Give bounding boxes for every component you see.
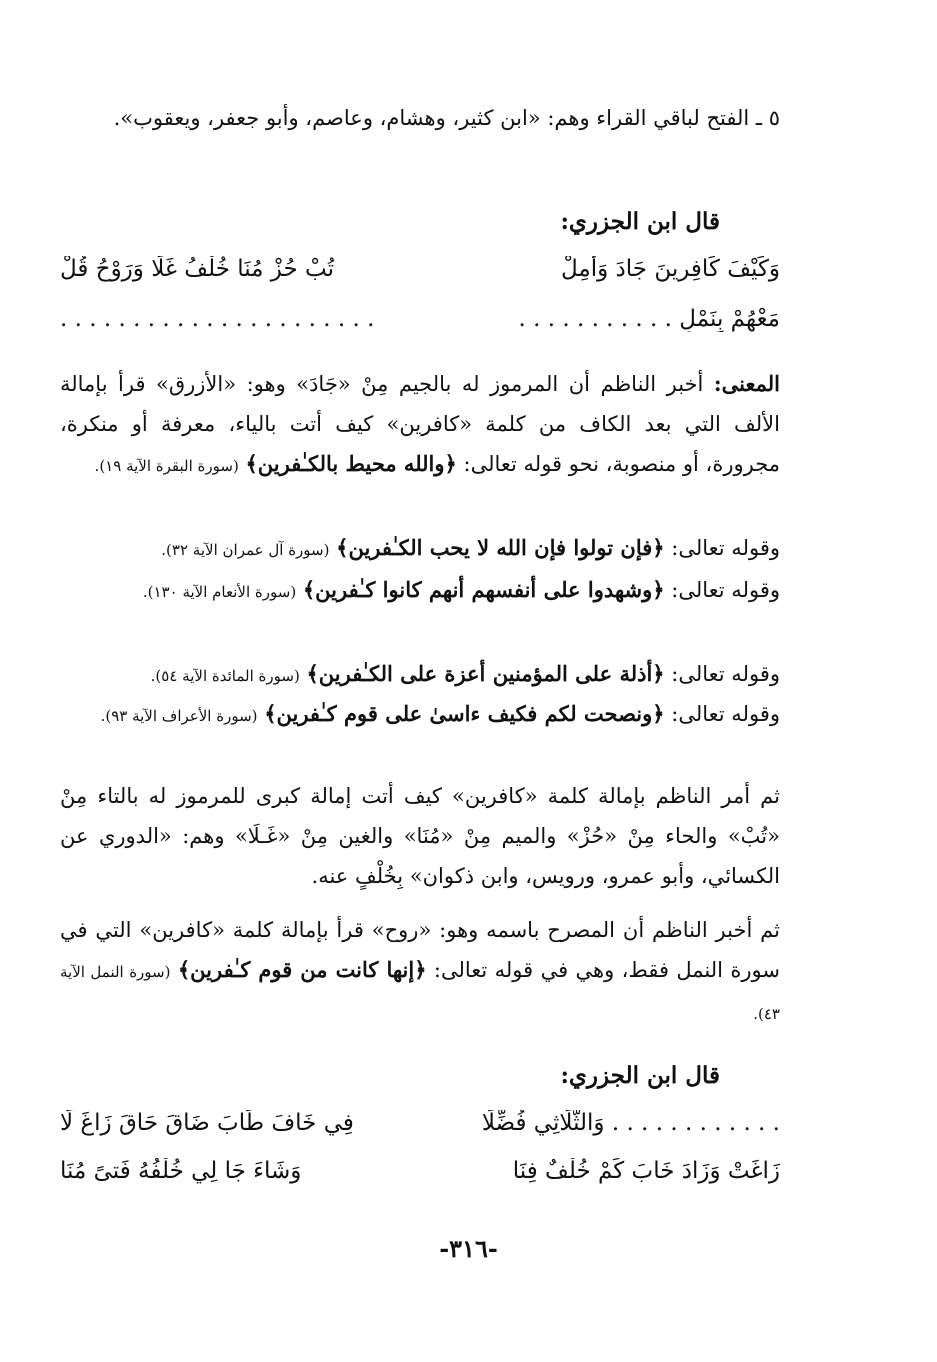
paragraph-imala: ثم أمر الناظم بإمالة كلمة «كافرين» كيف أتت إمالة كبرى للمرموز له بالتاء مِنْ «تُبْ» والحاء مِنْ «حُزْ» والميم مِنْ «مُنَا» والغين مِنْ «غَـلَا» وهم: «الدوري عن الكسائي، وأبو عمرو، ورويس، وابن ذكوان» بِخُلْفٍ عنه. [60, 784, 780, 888]
meaning-ref: (سورة البقرة الآية ١٩). [94, 457, 239, 475]
verse-2-line-2 [60, 1158, 780, 1202]
example-2 [60, 570, 780, 612]
page-number: -٣١٦- [439, 1234, 498, 1263]
example-4-quote: ﴿ونصحت لكم فكيف ءاسىٰ على قوم كـٰفرين﴾ [264, 701, 665, 726]
example-1 [60, 528, 780, 570]
verse-2-line-1 [60, 1110, 780, 1154]
example-2-quote: ﴿وشهدوا على أنفسهم أنهم كانوا كـٰفرين﴾ [302, 577, 665, 602]
verse-1-line-2-left: . . . . . . . . . . . . . . . . . . . . . . [60, 306, 375, 332]
section-heading-1: قال ابن الجزري: [560, 208, 720, 235]
verse-1-line-1 [60, 256, 780, 300]
verse-1-line-1-right: وَكَيْفَ كَافِرِينَ جَادَ وَأَمِلْ [561, 256, 780, 282]
example-2-lead: وقوله تعالى: [671, 578, 780, 602]
meaning-text: أخبر الناظم أن المرموز له بالجيم مِنْ «جَادَ» وهو: «الأزرق» قرأ بإمالة الألف التي بعد الكاف من كلمة «كافرين» كيف أتت بالياء، معرفة أو منكرة، مجرورة، أو منصوبة، نحو قوله تعالى: [60, 372, 780, 476]
example-3-ref: (سورة المائدة الآية ٥٤). [150, 667, 300, 685]
example-2-ref: (سورة الأنعام الآية ١٣٠). [142, 583, 297, 601]
verse-2-line-1-right: . . . . . . . . . . . . وَالثُّلَاثِي فُضِّلَا [481, 1110, 780, 1136]
verse-1-line-2 [60, 306, 780, 350]
example-4 [60, 694, 780, 736]
paragraph-rawh-text: ثم أخبر الناظم أن المصرح باسمه وهو: «روح» قرأ بإمالة كلمة «كافرين» التي في سورة النمل فقط، وهي في قوله تعالى: [60, 918, 780, 982]
verse-1-line-1-left: تُبْ حُزْ مُنَا خُلْفُ غَلَا وَرَوْحُ قُلْ [60, 256, 335, 282]
example-3 [60, 654, 780, 696]
meaning-label: المعنى: [713, 371, 780, 396]
example-1-lead: وقوله تعالى: [671, 536, 780, 560]
example-4-ref: (سورة الأعراف الآية ٩٣). [100, 707, 258, 725]
example-1-quote: ﴿فإن تولوا فإن الله لا يحب الكـٰفرين﴾ [336, 535, 665, 560]
meaning-paragraph [60, 364, 780, 486]
example-1-ref: (سورة آل عمران الآية ٣٢). [161, 541, 330, 559]
paragraph-rawh [60, 910, 780, 1034]
verse-2-line-2-right: زَاغَتْ وَزَادَ خَابَ كَمْ خُلْفٌ فِنَا [512, 1158, 780, 1184]
example-3-lead: وقوله تعالى: [671, 662, 780, 686]
meaning-quote: ﴿والله محيط بالكـٰفرين﴾ [245, 451, 457, 476]
page-body [60, 80, 780, 1360]
example-3-quote: ﴿أذلة على المؤمنين أعزة على الكـٰفرين﴾ [306, 661, 665, 686]
item-five-paragraph: ٥ ـ الفتح لباقي القراء وهم: «ابن كثير، وهشام، وعاصم، وأبو جعفر، ويعقوب». [113, 106, 780, 130]
paragraph-rawh-quote: ﴿إنها كانت من قوم كـٰفرين﴾ [177, 957, 427, 982]
verse-1-line-2-right: مَعْهُمْ بِنَمْلٍ . . . . . . . . . . . [518, 306, 780, 332]
verse-2-line-2-left: وَشَاءَ جَا لِي خُلْفُهُ فَتىً مُنَا [60, 1158, 302, 1184]
paragraph-rawh-ref: (سورة النمل الآية ٤٣). [60, 963, 780, 1023]
verse-2-line-1-left: فِي خَافَ طَابَ ضَاقَ حَاقَ زَاغَ لَا [60, 1110, 354, 1136]
example-4-lead: وقوله تعالى: [671, 702, 780, 726]
section-heading-2: قال ابن الجزري: [560, 1062, 720, 1089]
